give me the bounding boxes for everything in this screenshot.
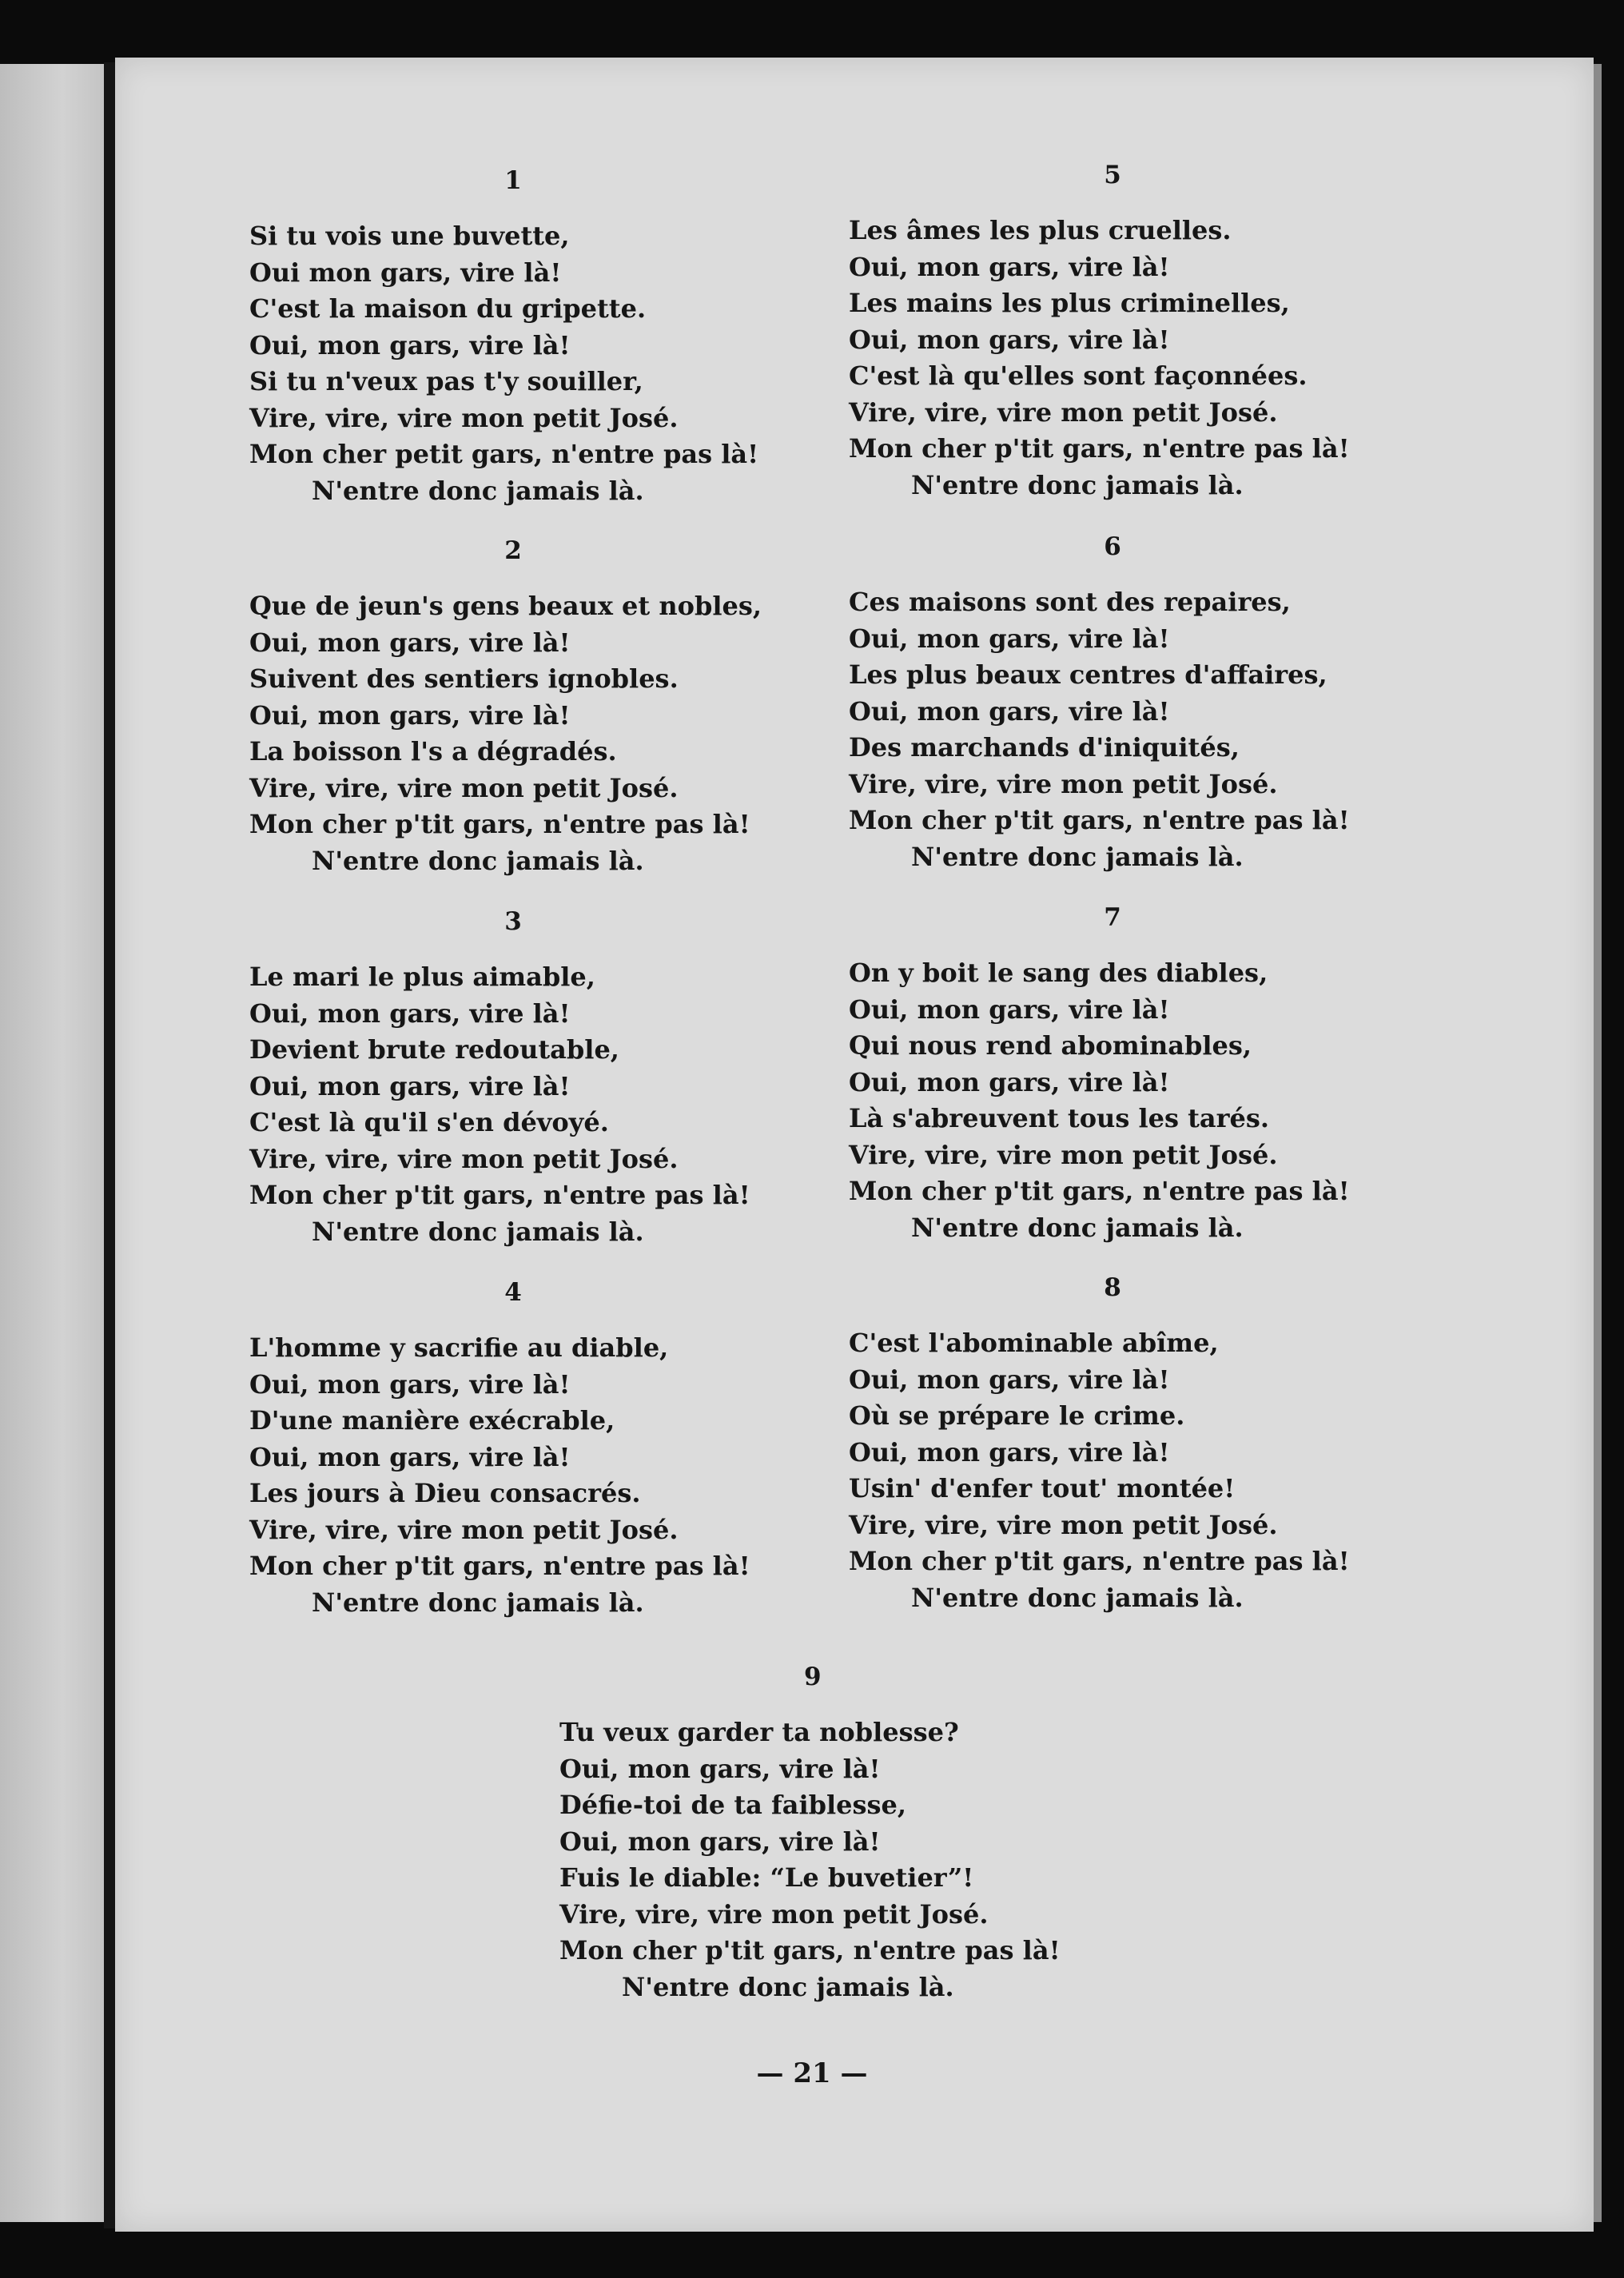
stanza-line: Mon cher p'tit gars, n'entre pas là! xyxy=(849,1176,1350,1206)
stanza-2 xyxy=(249,534,777,879)
stanza-line: Oui, mon gars, vire là! xyxy=(249,699,571,731)
stanza-line: Oui, mon gars, vire là! xyxy=(249,1368,571,1400)
stanza-number: 6 xyxy=(1104,532,1121,561)
page-edge xyxy=(1594,64,1602,2222)
stanza-line: Les plus beaux centres d'affaires, xyxy=(849,659,1327,690)
stanza-line: C'est là qu'il s'en dévoyé. xyxy=(249,1107,609,1137)
stanza-line: C'est là qu'elles sont façonnées. xyxy=(849,360,1308,391)
stanza-line: Oui, mon gars, vire là! xyxy=(849,1066,1170,1097)
stanza-line: Fuis le diable: “Le buvetier”! xyxy=(559,1862,974,1893)
stanza-number: 9 xyxy=(804,1663,822,1691)
stanza-number: 8 xyxy=(1104,1273,1121,1302)
stanza-line: Oui, mon gars, vire là! xyxy=(849,1436,1170,1468)
stanza-line: Les âmes les plus cruelles. xyxy=(849,215,1232,245)
stanza-line: D'une manière exécrable, xyxy=(249,1405,615,1436)
stanza-line: Vire, vire, vire mon petit José. xyxy=(249,772,679,803)
stanza-4 xyxy=(249,1276,777,1621)
stanza-line: Oui, mon gars, vire là! xyxy=(559,1826,881,1857)
stanza-line: Mon cher p'tit gars, n'entre pas là! xyxy=(249,1551,750,1581)
stanza-refrain: N'entre donc jamais là. xyxy=(312,475,644,506)
stanza-line: C'est l'abominable abîme, xyxy=(849,1328,1219,1358)
stanza-line: Mon cher p'tit gars, n'entre pas là! xyxy=(849,805,1350,835)
stanza-line: Les mains les plus criminelles, xyxy=(849,288,1290,318)
stanza-line: Vire, vire, vire mon petit José. xyxy=(849,1509,1278,1540)
stanza-1 xyxy=(249,164,777,509)
stanza-line: Mon cher petit gars, n'entre pas là! xyxy=(249,439,759,469)
stanza-line: Oui, mon gars, vire là! xyxy=(849,1364,1170,1395)
stanza-line: Oui, mon gars, vire là! xyxy=(249,627,571,658)
stanza-line: Suivent des sentiers ignobles. xyxy=(249,663,679,694)
stanza-8 xyxy=(849,1271,1376,1616)
stanza-line: La boisson l's a dégradés. xyxy=(249,736,617,767)
stanza-refrain: N'entre donc jamais là. xyxy=(911,841,1244,872)
stanza-line: Mon cher p'tit gars, n'entre pas là! xyxy=(249,1180,750,1210)
book-binding xyxy=(104,62,115,2228)
stanza-line: Tu veux garder ta noblesse? xyxy=(559,1717,959,1747)
page-number: — 21 — xyxy=(756,2057,868,2089)
stanza-refrain: N'entre donc jamais là. xyxy=(911,1212,1244,1243)
stanza-line: Les jours à Dieu consacrés. xyxy=(249,1478,641,1508)
facing-page-edge xyxy=(0,64,104,2222)
stanza-line: Défie-toi de ta faiblesse, xyxy=(559,1790,907,1820)
stanza-refrain: N'entre donc jamais là. xyxy=(312,845,644,876)
stanza-line: Le mari le plus aimable, xyxy=(249,962,595,992)
stanza-line: Si tu n'veux pas t'y souiller, xyxy=(249,366,643,396)
stanza-number: 5 xyxy=(1104,161,1121,189)
stanza-line: L'homme y sacrifie au diable, xyxy=(249,1332,669,1363)
stanza-refrain: N'entre donc jamais là. xyxy=(911,469,1244,500)
stanza-line: Des marchands d'iniquités, xyxy=(849,732,1240,763)
stanza-line: Là s'abreuvent tous les tarés. xyxy=(849,1103,1270,1133)
stanza-line: Mon cher p'tit gars, n'entre pas là! xyxy=(849,1546,1350,1576)
stanza-refrain: N'entre donc jamais là. xyxy=(911,1582,1244,1613)
stanza-9 xyxy=(559,1660,1087,2005)
stanza-line: Ces maisons sont des repaires, xyxy=(849,587,1291,617)
stanza-line: Qui nous rend abominables, xyxy=(849,1030,1252,1061)
stanza-line: Vire, vire, vire mon petit José. xyxy=(249,402,679,433)
stanza-line: Oui, mon gars, vire là! xyxy=(849,324,1170,355)
stanza-line: Vire, vire, vire mon petit José. xyxy=(559,1898,989,1930)
stanza-line: Oui, mon gars, vire là! xyxy=(849,623,1170,654)
stanza-line: Vire, vire, vire mon petit José. xyxy=(849,768,1278,799)
stanza-line: C'est la maison du gripette. xyxy=(249,293,647,324)
stanza-3 xyxy=(249,905,777,1250)
stanza-line: On y boit le sang des diables, xyxy=(849,958,1268,988)
stanza-line: Mon cher p'tit gars, n'entre pas là! xyxy=(849,433,1350,464)
stanza-line: Mon cher p'tit gars, n'entre pas là! xyxy=(559,1935,1061,1965)
stanza-line: Oui, mon gars, vire là! xyxy=(849,251,1170,282)
stanza-line: Où se prépare le crime. xyxy=(849,1400,1185,1431)
stanza-line: Vire, vire, vire mon petit José. xyxy=(849,1139,1278,1170)
stanza-line: Oui, mon gars, vire là! xyxy=(249,1441,571,1472)
stanza-line: Devient brute redoutable, xyxy=(249,1034,619,1065)
stanza-line: Oui, mon gars, vire là! xyxy=(249,329,571,360)
stanza-number: 1 xyxy=(504,166,522,195)
stanza-line: Oui, mon gars, vire là! xyxy=(849,695,1170,727)
stanza-number: 2 xyxy=(504,536,522,565)
stanza-line: Oui, mon gars, vire là! xyxy=(559,1753,881,1784)
stanza-line: Vire, vire, vire mon petit José. xyxy=(249,1143,679,1174)
stanza-line: Oui, mon gars, vire là! xyxy=(849,994,1170,1025)
stanza-line: Que de jeun's gens beaux et nobles, xyxy=(249,591,762,621)
stanza-line: Mon cher p'tit gars, n'entre pas là! xyxy=(249,809,750,839)
stanza-line: Oui mon gars, vire là! xyxy=(249,257,562,288)
stanza-line: Usin' d'enfer tout' montée! xyxy=(849,1473,1236,1503)
stanza-number: 3 xyxy=(504,907,522,936)
stanza-6 xyxy=(849,530,1376,875)
stanza-7 xyxy=(849,901,1376,1246)
stanza-refrain: N'entre donc jamais là. xyxy=(622,1971,954,2002)
stanza-5 xyxy=(849,158,1376,504)
stanza-line: Vire, vire, vire mon petit José. xyxy=(249,1514,679,1545)
stanza-line: Vire, vire, vire mon petit José. xyxy=(849,396,1278,428)
stanza-number: 4 xyxy=(504,1278,522,1307)
stanza-line: Oui, mon gars, vire là! xyxy=(249,1070,571,1101)
stanza-line: Si tu vois une buvette, xyxy=(249,221,570,251)
stanza-refrain: N'entre donc jamais là. xyxy=(312,1587,644,1618)
stanza-number: 7 xyxy=(1104,903,1121,932)
stanza-line: Oui, mon gars, vire là! xyxy=(249,998,571,1029)
stanza-refrain: N'entre donc jamais là. xyxy=(312,1216,644,1247)
